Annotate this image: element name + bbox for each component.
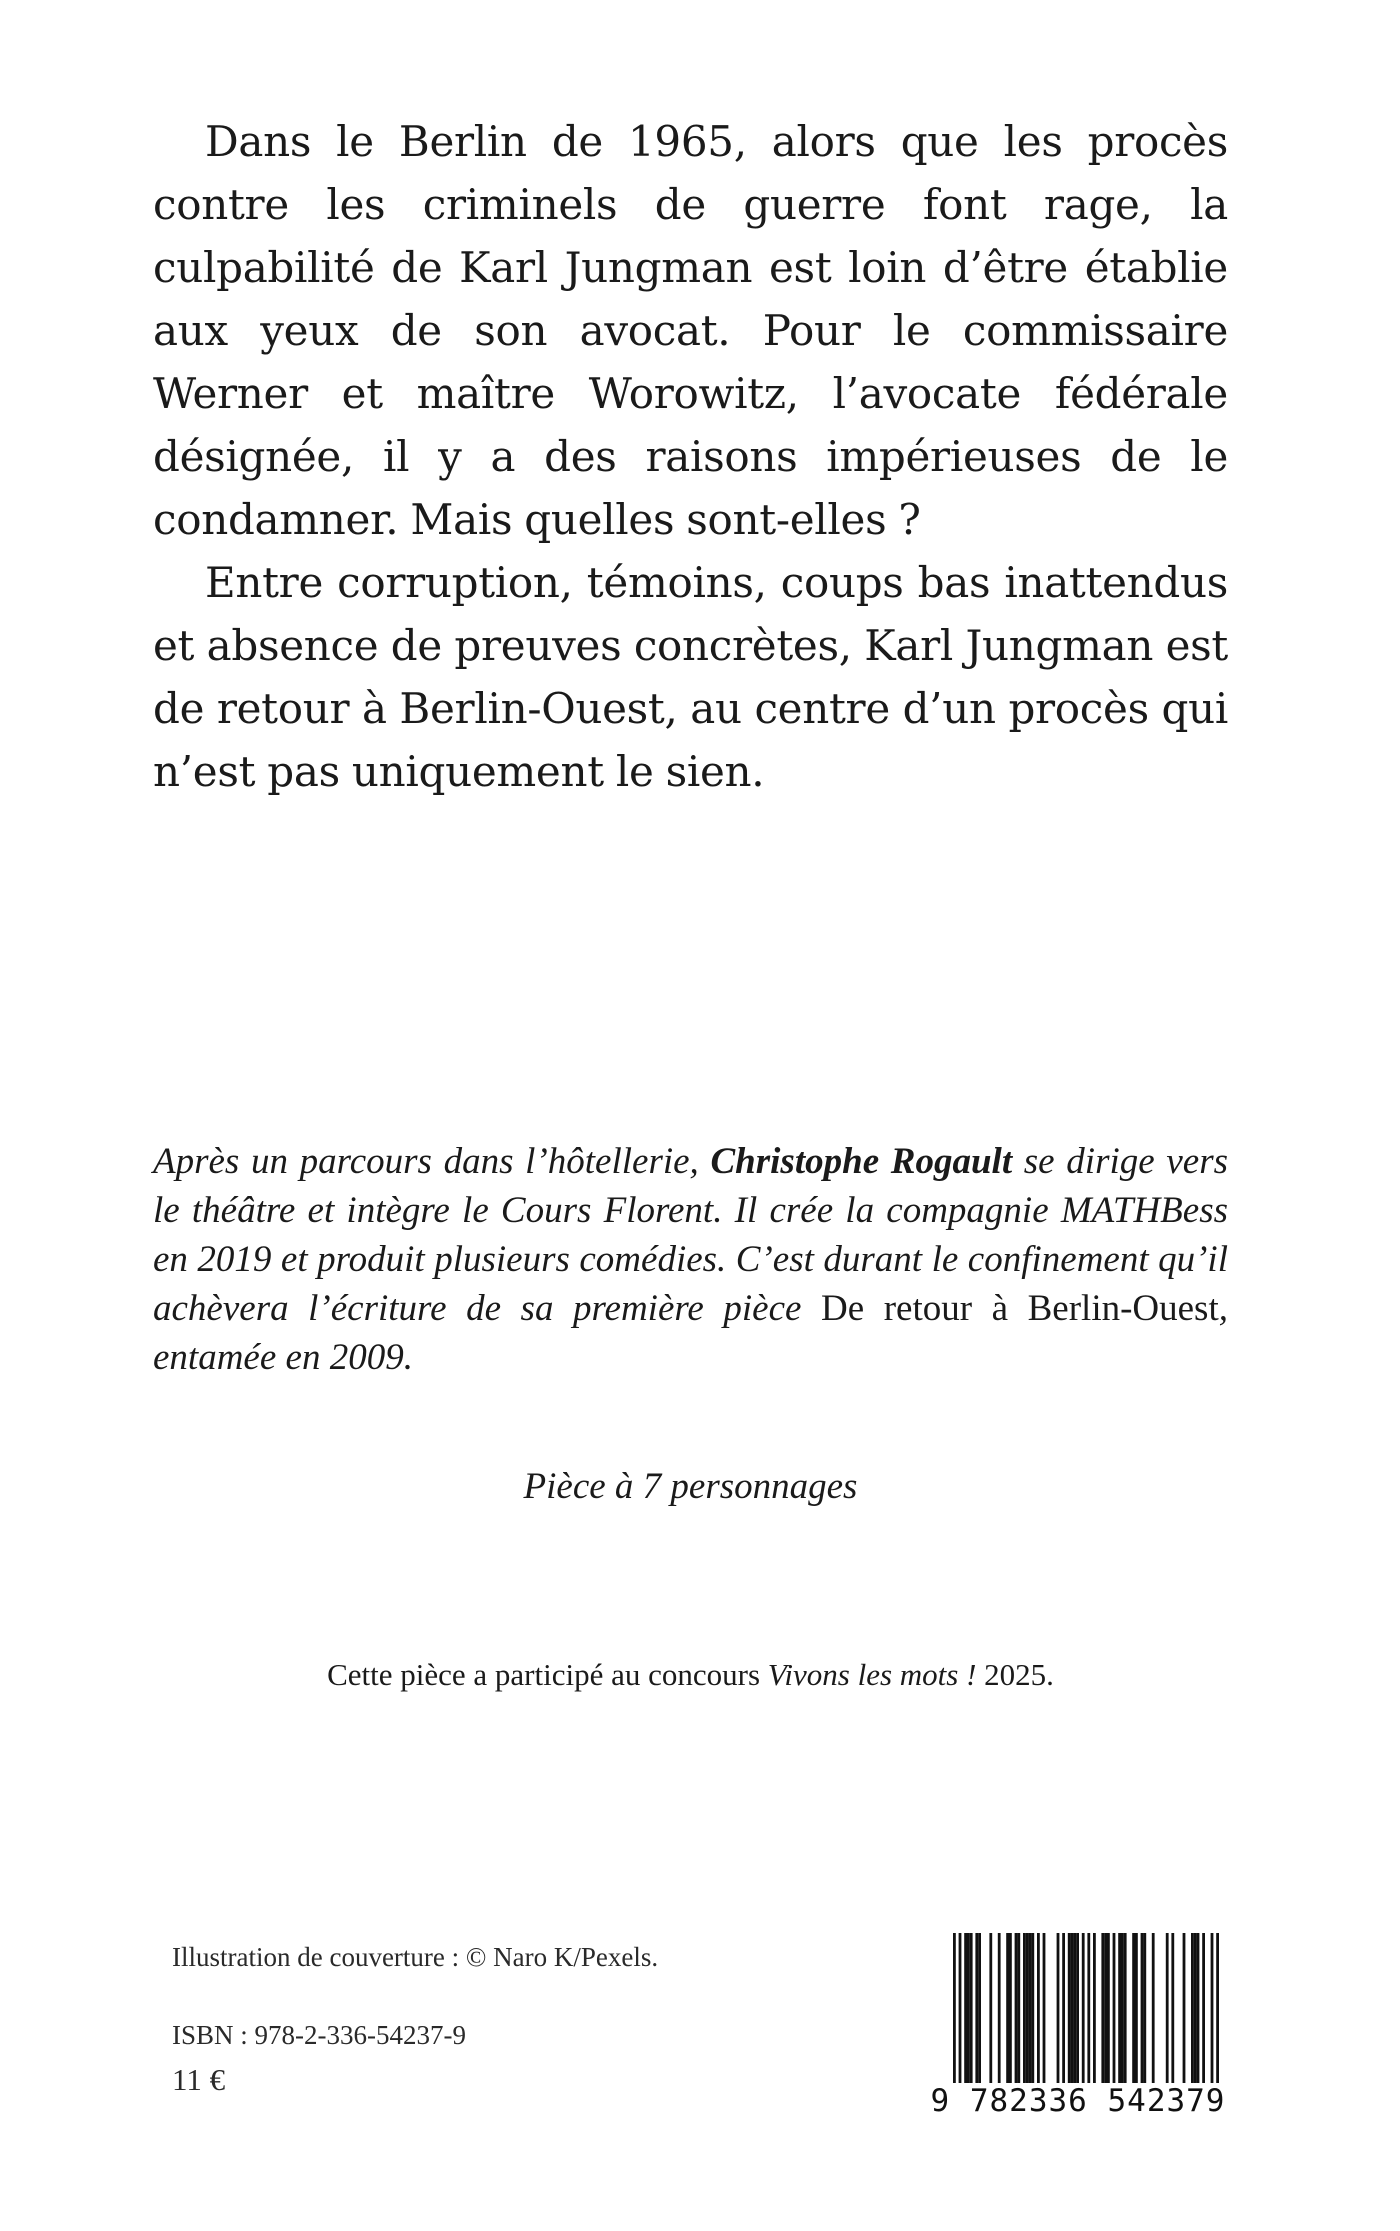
barcode-bar — [1166, 1933, 1169, 2083]
barcode — [928, 1933, 1228, 2123]
barcode-bar — [1043, 1933, 1046, 2083]
barcode-bar — [978, 1933, 981, 2083]
barcode-bar — [1057, 1933, 1060, 2083]
barcode-bar — [1183, 1933, 1186, 2083]
barcode-bar — [1023, 1933, 1026, 2083]
barcode-bar — [1037, 1933, 1040, 2083]
barcode-bar — [1197, 1933, 1200, 2083]
barcode-bar — [1087, 1933, 1090, 2083]
barcode-bar — [1068, 1933, 1071, 2083]
barcode-bar — [1101, 1933, 1104, 2083]
barcode-bar — [1121, 1933, 1124, 2083]
barcode-bar — [1135, 1933, 1138, 2083]
barcode-bar — [970, 1933, 973, 2083]
barcode-bar — [1152, 1933, 1155, 2083]
barcode-bar — [1113, 1933, 1116, 2083]
barcode-bar — [1093, 1933, 1096, 2083]
synopsis-paragraph-2: Entre corruption, témoins, coups bas inattendus et absence de preuves concrètes, Karl Jungman est de retour à Berlin-Ouest, au centre d’un procès qui n’est pas uniquement le sien. — [153, 558, 1228, 796]
play-title: De retour à Berlin-Ouest — [821, 1288, 1219, 1329]
bio-text-1: Après un parcours dans l’hôtellerie, — [153, 1141, 711, 1182]
barcode-bars — [928, 1933, 1228, 2083]
barcode-bar — [1029, 1933, 1032, 2083]
synopsis — [153, 110, 1228, 803]
barcode-bar — [1202, 1933, 1205, 2083]
contest-suffix: 2025. — [976, 1657, 1054, 1692]
barcode-bar — [953, 1933, 956, 2083]
barcode-bar — [1141, 1933, 1144, 2083]
barcode-bar — [1132, 1933, 1135, 2083]
author-bio — [153, 1137, 1228, 1382]
contest-name: Vivons les mots ! — [767, 1657, 977, 1692]
barcode-bar — [1006, 1933, 1009, 2083]
barcode-bar — [1104, 1933, 1107, 2083]
cover-credit: Illustration de couverture : © Naro K/Pexels. — [172, 1942, 659, 1972]
contest-note — [153, 1655, 1228, 1695]
characters-note: Pièce à 7 personnages — [523, 1466, 858, 1507]
contest-prefix: Cette pièce a participé au concours — [327, 1657, 768, 1692]
barcode-bar — [1062, 1933, 1065, 2083]
bio-text-2: se dirige vers le théâtre et intègre le Cours Florent. Il crée la compagnie MATHBess en 2019 et produit plusieurs comédies. C’est durant le confinement qu’il achèvera l’écriture de sa première pièce — [153, 1141, 1228, 1329]
bio-text-3: , entamée en 2009. — [153, 1288, 1228, 1378]
barcode-bar — [1124, 1933, 1127, 2083]
barcode-bar — [1009, 1933, 1012, 2083]
barcode-bar — [989, 1933, 992, 2083]
barcode-bar — [967, 1933, 970, 2083]
barcode-bar — [1171, 1933, 1174, 2083]
barcode-digits: 9 782336 542379 — [930, 2083, 1226, 2119]
barcode-bar — [1194, 1933, 1197, 2083]
isbn: ISBN : 978-2-336-54237-9 — [172, 2020, 466, 2050]
barcode-bar — [1073, 1933, 1076, 2083]
barcode-bar — [964, 1933, 967, 2083]
barcode-bar — [1216, 1933, 1219, 2083]
price: 11 € — [172, 2062, 226, 2097]
barcode-bar — [1015, 1933, 1018, 2083]
barcode-bar — [975, 1933, 978, 2083]
barcode-bar — [1118, 1933, 1121, 2083]
barcode-bar — [1071, 1933, 1074, 2083]
author-name: Christophe Rogault — [710, 1141, 1013, 1182]
barcode-bar — [1082, 1933, 1085, 2083]
barcode-bar — [998, 1933, 1001, 2083]
barcode-bar — [1107, 1933, 1110, 2083]
barcode-bar — [1076, 1933, 1079, 2083]
synopsis-paragraph-1: Dans le Berlin de 1965, alors que les procès contre les criminels de guerre font rage, la culpabilité de Karl Jungman est loin d’être établie aux yeux de son avocat. Pour le commissaire Werner et maître Worowitz, l’avocate fédérale désignée, il y a des raisons impérieuses de le condamner. Mais quelles sont-elles ? — [153, 117, 1228, 544]
barcode-bar — [1211, 1933, 1214, 2083]
barcode-bar — [959, 1933, 962, 2083]
barcode-bar — [1031, 1933, 1034, 2083]
barcode-bar — [1191, 1933, 1194, 2083]
barcode-bar — [1026, 1933, 1029, 2083]
barcode-bar — [1143, 1933, 1146, 2083]
barcode-bar — [1017, 1933, 1020, 2083]
